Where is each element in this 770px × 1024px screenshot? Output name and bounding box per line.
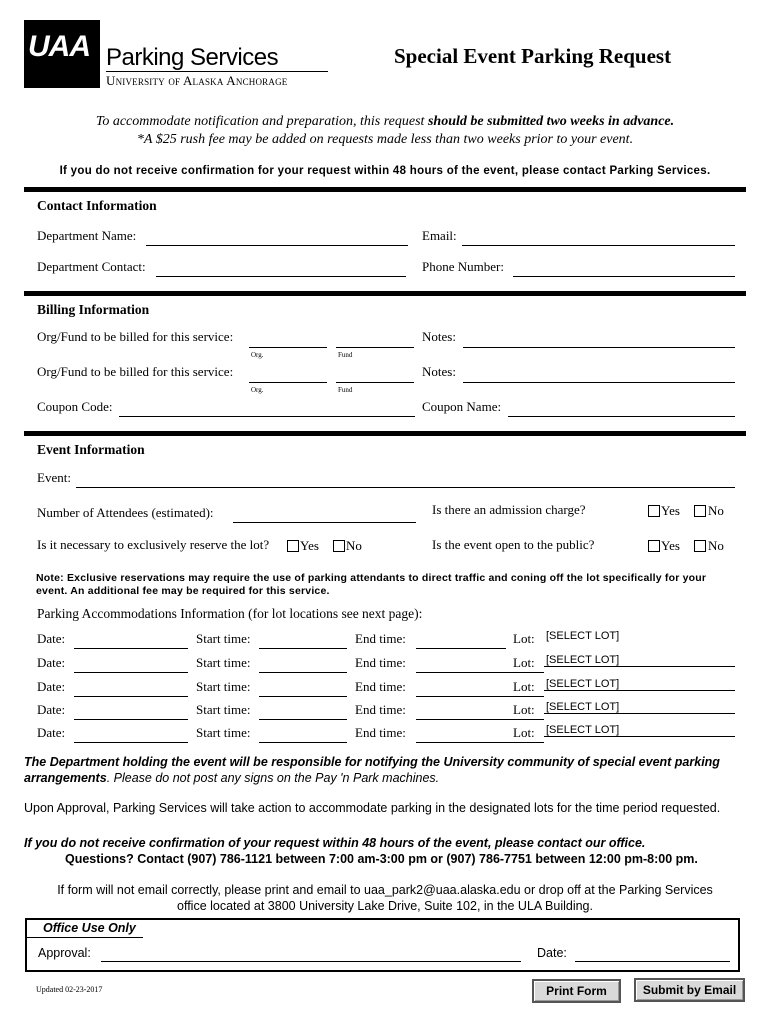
lot-select[interactable]: [SELECT LOT] — [546, 724, 620, 736]
office-approval-field[interactable] — [101, 961, 521, 962]
public-yes-checkbox[interactable] — [648, 540, 660, 552]
phone-field[interactable] — [513, 276, 735, 277]
date-label: Date: — [37, 679, 66, 694]
print-form-button[interactable]: Print Form — [532, 979, 621, 1003]
office-use-box — [25, 918, 740, 972]
notes-label-1: Notes: — [422, 329, 456, 344]
end-time-label: End time: — [355, 655, 406, 670]
lot-label: Lot: — [513, 702, 535, 717]
department-name-field[interactable] — [146, 245, 408, 246]
reserve-no-checkbox[interactable] — [333, 540, 345, 552]
date-label: Date: — [37, 655, 66, 670]
coupon-code-field[interactable] — [119, 416, 415, 417]
lot-label: Lot: — [513, 679, 535, 694]
start-time-label: Start time: — [196, 725, 251, 740]
start-time-label: Start time: — [196, 631, 251, 646]
phone-label: Phone Number: — [422, 259, 504, 274]
brand-divider — [106, 71, 328, 72]
date-field[interactable] — [74, 696, 188, 697]
section-bar-billing — [24, 291, 746, 296]
lot-label: Lot: — [513, 631, 535, 646]
public-no-label: No — [708, 538, 724, 553]
exclusive-note: Note: Exclusive reservations may require the use of parking attendants to direct traffic and coning off the lot specifically for your event. An additional fee may be required for this service. — [36, 572, 707, 597]
coupon-name-label: Coupon Name: — [422, 399, 502, 414]
admission-yes-checkbox[interactable] — [648, 505, 660, 517]
brand-subtitle: University of Alaska Anchorage — [106, 73, 288, 88]
org-caption-1: Org. — [251, 351, 264, 359]
event-field[interactable] — [76, 487, 735, 488]
notes-field-2[interactable] — [463, 382, 735, 383]
public-yes-label: Yes — [661, 538, 680, 553]
fund-caption-2: Fund — [338, 386, 353, 394]
responsibility-bold: The Department holding the event will be responsible for notifying the University community of special event parking arrangements — [24, 755, 720, 785]
lot-select[interactable]: [SELECT LOT] — [546, 701, 620, 713]
uaa-logo — [24, 20, 100, 88]
date-label: Date: — [37, 631, 66, 646]
fund-field-1[interactable] — [336, 347, 414, 348]
section-bar-event — [24, 431, 746, 436]
reserve-question: Is it necessary to exclusively reserve the lot? — [37, 537, 270, 552]
email-field[interactable] — [462, 245, 735, 246]
notes-label-2: Notes: — [422, 364, 456, 379]
start-time-label: Start time: — [196, 702, 251, 717]
coupon-code-label: Coupon Code: — [37, 399, 113, 414]
start-time-field[interactable] — [259, 696, 347, 697]
admission-yes-label: Yes — [661, 503, 680, 518]
lot-label: Lot: — [513, 655, 535, 670]
notes-field-1[interactable] — [463, 347, 735, 348]
intro-bold: should be submitted two weeks in advance. — [427, 114, 675, 129]
reserve-yes-checkbox[interactable] — [287, 540, 299, 552]
date-label: Date: — [37, 702, 66, 717]
lot-select[interactable]: [SELECT LOT] — [546, 654, 620, 666]
start-time-field[interactable] — [259, 648, 347, 649]
brand-title: Parking Services — [106, 44, 279, 71]
office-approval-label: Approval: — [38, 946, 91, 960]
intro-line-1 — [0, 114, 770, 130]
lot-select[interactable]: [SELECT LOT] — [546, 678, 620, 690]
reserve-yes-label: Yes — [300, 538, 319, 553]
date-label: Date: — [37, 725, 66, 740]
start-time-field[interactable] — [259, 742, 347, 743]
end-time-label: End time: — [355, 679, 406, 694]
department-contact-field[interactable] — [156, 276, 406, 277]
lot-underline — [544, 713, 735, 714]
end-time-field[interactable] — [416, 719, 544, 720]
end-time-label: End time: — [355, 631, 406, 646]
end-time-field[interactable] — [416, 696, 544, 697]
confirm-text: If you do not receive confirmation of your request within 48 hours of the event, please contact our office. — [24, 836, 646, 850]
responsibility-normal: . Please do not post any signs on the Pay 'n Park machines. — [106, 771, 440, 785]
orgfund-label-1: Org/Fund to be billed for this service: — [37, 329, 234, 344]
date-field[interactable] — [74, 719, 188, 720]
section-bar-contact — [24, 187, 746, 192]
end-time-label: End time: — [355, 725, 406, 740]
end-time-field[interactable] — [416, 648, 506, 649]
logo-text: UAA — [28, 30, 90, 63]
office-date-label: Date: — [537, 946, 567, 960]
attendees-label: Number of Attendees (estimated): — [37, 505, 214, 520]
coupon-name-field[interactable] — [508, 416, 735, 417]
department-name-label: Department Name: — [37, 228, 137, 243]
end-time-field[interactable] — [416, 672, 544, 673]
accommodations-label: Parking Accommodations Information (for lot locations see next page): — [37, 606, 423, 621]
date-field[interactable] — [74, 672, 188, 673]
form-title: Special Event Parking Request — [394, 44, 672, 68]
lot-underline — [544, 736, 735, 737]
public-no-checkbox[interactable] — [694, 540, 706, 552]
email-instructions-2: office located at 3800 University Lake Drive, Suite 102, in the ULA Building. — [177, 899, 593, 913]
fund-caption-1: Fund — [338, 351, 353, 359]
submit-email-button[interactable]: Submit by Email — [634, 978, 745, 1002]
email-label: Email: — [422, 228, 457, 243]
event-label: Event: — [37, 470, 71, 485]
date-field[interactable] — [74, 648, 188, 649]
reserve-no-label: No — [346, 538, 362, 553]
office-date-field[interactable] — [575, 961, 730, 962]
public-question: Is the event open to the public? — [432, 537, 595, 552]
updated-date: Updated 02-23-2017 — [36, 985, 103, 994]
admission-no-checkbox[interactable] — [694, 505, 706, 517]
orgfund-label-2: Org/Fund to be billed for this service: — [37, 364, 234, 379]
start-time-field[interactable] — [259, 719, 347, 720]
admission-no-label: No — [708, 503, 724, 518]
lot-underline — [544, 666, 735, 667]
billing-heading: Billing Information — [37, 302, 150, 317]
responsibility-note — [24, 754, 744, 786]
fund-field-2[interactable] — [336, 382, 414, 383]
email-instructions-1: If form will not email correctly, please print and email to uaa_park2@uaa.alaska.edu or drop off at the Parking Services — [57, 883, 713, 897]
admission-question: Is there an admission charge? — [432, 502, 586, 517]
start-time-label: Start time: — [196, 655, 251, 670]
office-use-title-underline — [27, 937, 143, 938]
approval-text: Upon Approval, Parking Services will take action to accommodate parking in the designated lots for the time period requested. — [24, 801, 721, 815]
end-time-field[interactable] — [416, 742, 544, 743]
start-time-field[interactable] — [259, 672, 347, 673]
lot-select[interactable]: [SELECT LOT] — [546, 630, 620, 642]
intro-line-2: *A $25 rush fee may be added on requests made less than two weeks prior to your event. — [136, 132, 634, 147]
lot-label: Lot: — [513, 725, 535, 740]
intro-normal: To accommodate notification and preparation, this request — [95, 114, 425, 129]
attendees-field[interactable] — [233, 522, 416, 523]
event-heading: Event Information — [37, 442, 145, 457]
org-field-2[interactable] — [249, 382, 327, 383]
intro-notice: If you do not receive confirmation for your request within 48 hours of the event, please contact Parking Services. — [59, 165, 711, 177]
department-contact-label: Department Contact: — [37, 259, 146, 274]
org-caption-2: Org. — [251, 386, 264, 394]
contact-heading: Contact Information — [37, 198, 157, 213]
end-time-label: End time: — [355, 702, 406, 717]
start-time-label: Start time: — [196, 679, 251, 694]
date-field[interactable] — [74, 742, 188, 743]
lot-underline — [544, 690, 735, 691]
org-field-1[interactable] — [249, 347, 327, 348]
office-use-title: Office Use Only — [43, 921, 136, 935]
questions-text: Questions? Contact (907) 786-1121 between 7:00 am-3:00 pm or (907) 786-7751 between 12:00 pm-8:00 pm. — [65, 852, 698, 866]
